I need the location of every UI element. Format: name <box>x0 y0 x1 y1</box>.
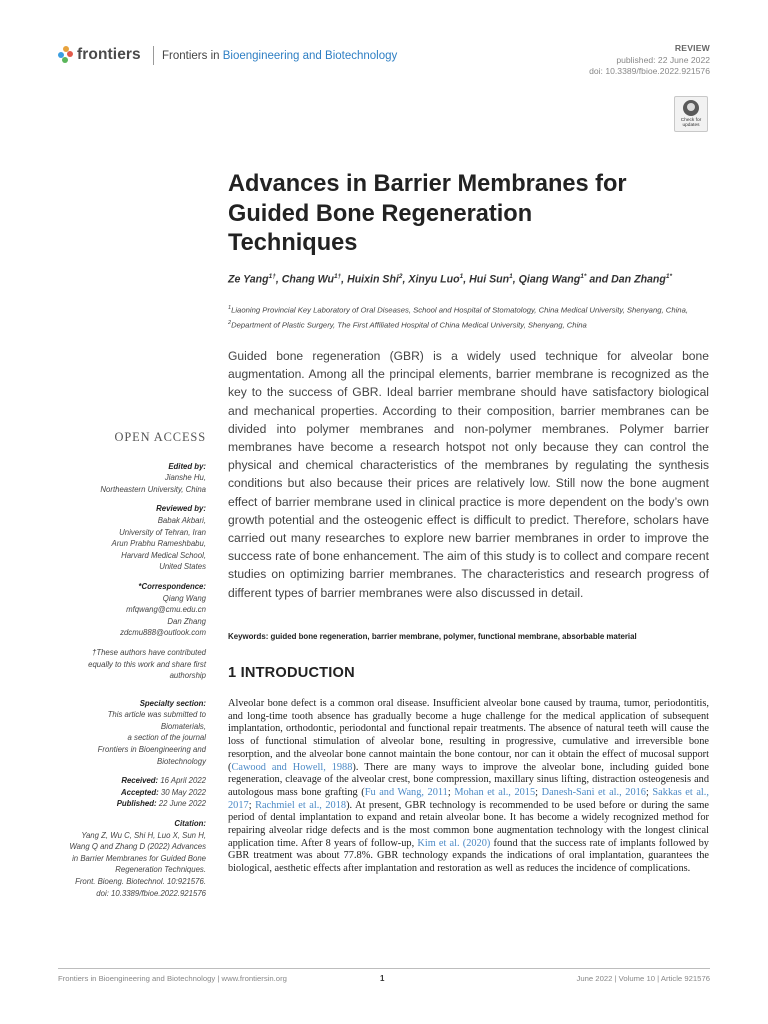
citation-line: Wang Q and Zhang D (2022) Advances <box>69 842 206 852</box>
footer-divider <box>58 968 710 969</box>
reviewer-line: Harvard Medical School, <box>121 550 206 560</box>
intro-text: Alveolar bone defect is a common oral disease. Insufficient alveolar bone caused by trauma, tumor, periodontitis, and long-time tooth absence has gradually become a huge challenge for the medical application of subsequent implantation, orthodontic, periodontal and functional repair treatments. The absence of natural teeth will cause the loss of functional stimulation of alveolar bone, resulting in progressive, cumulative and irreversible bone resorption, and the alveolar bone cannot maintain the bone contour, nor can it obtain the effect of mucosal support ( <box>228 698 709 773</box>
keywords <box>228 632 709 641</box>
citation-line: Front. Bioeng. Biotechnol. 10:921576. <box>75 877 206 886</box>
correspondent-email[interactable]: mfqwang@cmu.edu.cn <box>126 605 206 615</box>
author-name[interactable]: Dan Zhang <box>611 273 666 286</box>
article-title <box>228 170 708 259</box>
citation-link[interactable]: Mohan et al., 2015 <box>454 786 536 798</box>
title-line: Advances in Barrier Membranes for <box>228 171 627 197</box>
logo-wordmark: frontiers <box>77 46 141 63</box>
contribution-note: †These authors have contributed <box>92 647 206 657</box>
check-updates-icon <box>683 100 699 116</box>
intro-text: ; <box>645 786 653 798</box>
intro-text: ; <box>535 786 542 798</box>
author-affiliation-mark: 1* <box>580 273 587 280</box>
affiliations <box>228 302 718 331</box>
published-date: published: 22 June 2022 <box>616 54 710 65</box>
specialty-line: Biomaterials, <box>160 721 206 731</box>
specialty-line: a section of the journal <box>127 733 206 743</box>
citation-link[interactable]: Fu and Wang, 2011 <box>364 786 448 798</box>
intro-text: found that the success rate of implants followed by GBR treatment was about 77.8%. GBR technology expands the indications of oral implantation, guarantees the biological, aesthetic effects after implantation and restoration as well as reduces the incidence of complications. <box>228 837 709 875</box>
intro-text: ). At present, GBR technology is recommended to be used before or during the same period of dental implantation to expand and retain alveolar bone. It has become a widely recognized method for repairing alveolar ridge defects and is the most common bone augmentation technology with the longest clinical application time. After 8 years of follow-up, <box>228 799 710 849</box>
frontiers-logo-icon <box>58 46 74 64</box>
author-affiliation-mark: 1 <box>459 273 464 280</box>
author-name[interactable]: Xinyu Luo <box>408 273 460 286</box>
journal-name[interactable]: Frontiers in Bioengineering and Biotechnology <box>162 50 398 62</box>
author-name[interactable]: Chang Wu <box>281 273 334 286</box>
affiliation-mark: 2 <box>228 319 232 326</box>
check-updates-label: Check for updates <box>680 118 702 129</box>
author-affiliation-mark: 1 <box>509 273 513 280</box>
abstract: Guided bone regeneration (GBR) is a widely used technique for alveolar bone augmentation. Among all the principal elements, barrier membrane is recognized as the key to the success of GBR. Ideal barrier membrane should have satisfactory biological and mechanical properties. According to their composition, barrier membranes can be divided into polymer membranes and non-polymer membranes. Polymer barrier membranes have become a research hotspot not only because they can control the physical and chemical characteristics of the membranes by regulating the synthesis conditions but also because their prices are relatively low. Still now the bone augment effect of barrier membrane used in clinical practice is more dependent on the body’s own growth potential and the osteogenic effect is difficult to predict. Therefore, scholars have carried out many researches to explore new barrier membranes in order to improve the success rate of bone enhancement. The aim of this study is to collect and compare recent studies on optimizing barrier membranes. The characteristics and research progress of different types of barrier membranes were also discussed in detail. <box>228 349 709 600</box>
citation-line: Regeneration Techniques. <box>115 865 206 875</box>
keywords-list: guided bone regeneration, barrier membrane, polymer, functional membrane, absorbable material <box>270 632 637 641</box>
article-type: REVIEW <box>674 43 710 53</box>
author-affiliation-mark: 1† <box>333 273 342 280</box>
author-name[interactable]: Qiang Wang <box>518 273 581 286</box>
citation-link[interactable]: Kim et al. (2020) <box>417 837 491 849</box>
article-meta <box>589 43 710 78</box>
citation-link[interactable]: Rachmiel et al., 2018 <box>255 799 347 811</box>
introduction-text <box>228 698 709 876</box>
author-name[interactable]: Ze Yang <box>228 273 269 286</box>
specialty-line: This article was submitted to <box>107 710 206 720</box>
author-affiliation-mark: 1† <box>268 273 276 280</box>
correspondent-name: Dan Zhang <box>167 616 206 626</box>
footer-issue-info: June 2022 | Volume 10 | Article 921576 <box>576 974 710 983</box>
editor-line: Jianshe Hu, <box>164 473 206 483</box>
specialty-line: Biotechnology <box>157 756 206 766</box>
author-affiliation-mark: 2 <box>398 273 403 280</box>
specialty-section-label: Specialty section: <box>139 698 206 708</box>
specialty-line: Frontiers in Bioengineering and <box>97 745 206 755</box>
author-name[interactable]: Hui Sun <box>469 273 510 286</box>
journal-name-highlight: Bioengineering and Biotechnology <box>222 50 398 62</box>
author-affiliation-mark: 1* <box>665 273 673 280</box>
citation-link[interactable]: Sakkas et al., 2017 <box>228 786 709 811</box>
section-heading: 1 INTRODUCTION <box>228 665 355 681</box>
affiliation-text: Liaoning Provincial Key Laboratory of Oral Diseases, School and Hospital of Stomatology, China Medical University, Shenyang, China, <box>231 305 688 315</box>
citation-link[interactable]: Danesh-Sani et al., 2016 <box>541 786 646 798</box>
affiliation-text: Department of Plastic Surgery, The First Affiliated Hospital of China Medical University, Shenyang, China <box>231 320 587 330</box>
intro-text: ). There are many ways to improve the alveolar bone, including guided bone regeneration, cleavage of the alveolar crest, bone compression, maxillary sinus lifting, distraction osteogenesis and autologous mass bone grafting ( <box>228 761 709 798</box>
author-list: Ze Yang$^{1\dagger}$, Chang $Wu^{1\dagger}$, Huixin Shi$^2$, Xinyu Luo$^1$, Hui Sun$^1$, Qiang Wang$^{1*}$ and Dan Zhang$^{1*}$ <box>228 273 673 286</box>
open-access-label: OPEN ACCESS <box>114 430 206 444</box>
title-line: Guided Bone Regeneration <box>228 200 533 227</box>
reviewer-line: Arun Prabhu Rameshbabu, <box>111 539 206 549</box>
author-name[interactable]: Huixin Shi <box>347 273 399 286</box>
published-date-sidebar: Published: 22 June 2022 <box>116 799 206 809</box>
accepted-date: Accepted: 30 May 2022 <box>121 787 206 797</box>
affiliation-mark: 1 <box>228 305 232 311</box>
page-number: 1 <box>380 974 385 983</box>
contribution-note: authorship <box>169 671 206 681</box>
received-date: Received: 16 April 2022 <box>121 776 206 786</box>
article-sidebar <box>40 432 206 899</box>
citation-line: Yang Z, Wu C, Shi H, Luo X, Sun H, <box>81 830 206 840</box>
footer-journal-link[interactable]: Frontiers in Bioengineering and Biotechnology | www.frontiersin.org <box>58 974 287 983</box>
keywords-label: Keywords: <box>228 632 269 641</box>
citation-label: Citation: <box>174 819 206 829</box>
correspondent-name: Qiang Wang <box>162 593 206 603</box>
intro-text: ; <box>248 799 256 811</box>
correspondence-label: *Correspondence: <box>138 581 206 591</box>
citation-doi[interactable]: doi: 10.3389/fbioe.2022.921576 <box>96 888 206 898</box>
edited-by-label: Edited by: <box>168 461 206 471</box>
editor-line: Northeastern University, China <box>100 484 206 494</box>
citation-link[interactable]: Cawood and Howell, 1988 <box>231 761 353 773</box>
contribution-note: equally to this work and share first <box>88 659 206 669</box>
header-divider <box>153 46 154 65</box>
correspondent-email[interactable]: zdcmu888@outlook.com <box>120 628 206 638</box>
title-line: Techniques <box>228 230 358 256</box>
reviewer-line: Babak Akbari, <box>157 515 206 525</box>
reviewed-by-label: Reviewed by: <box>156 504 206 514</box>
reviewer-line: United States <box>159 562 206 572</box>
article-doi[interactable]: doi: 10.3389/fbioe.2022.921576 <box>589 66 710 77</box>
reviewer-line: University of Tehran, Iran <box>119 527 206 537</box>
intro-text: ; <box>447 786 455 798</box>
frontiers-logo[interactable] <box>58 46 141 64</box>
citation-line: in Barrier Membranes for Guided Bone <box>72 853 206 863</box>
check-for-updates-button[interactable] <box>674 96 708 132</box>
